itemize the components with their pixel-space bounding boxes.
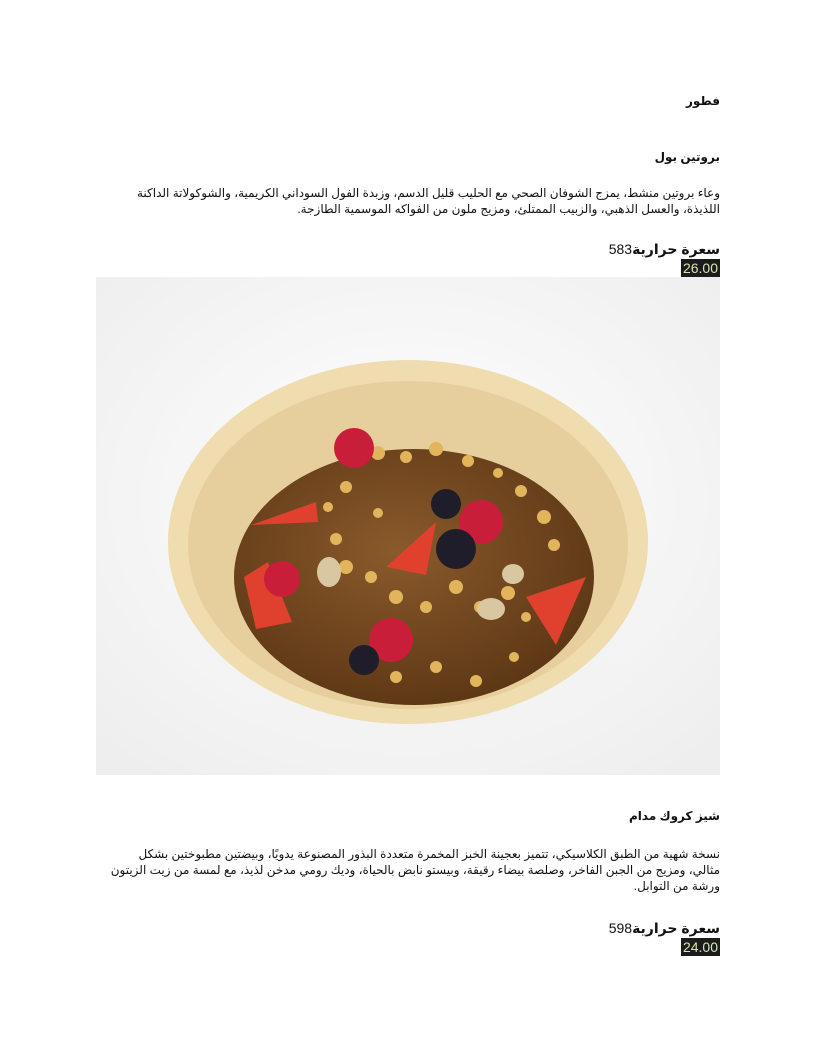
section-title: فطور: [686, 94, 720, 108]
calories-croque-madame: [609, 920, 720, 937]
calories-label: سعرة حرارية: [632, 241, 720, 257]
calories-value: 583: [608, 241, 633, 257]
item-title-croque-madame: شيز كروك مدام: [628, 809, 720, 823]
calories-value: 598: [608, 920, 633, 936]
item-description-protein-bowl: وعاء بروتين منشط، يمزج الشوفان الصحي مع الحليب قليل الدسم، وزبدة الفول السوداني الكريمية، والشوكولاتة الداكنة اللذيذة، والعسل الذهبي، والزبيب الممتلئ، ومزيج ملون من الفواكه الموسمية الطازجة.: [136, 186, 720, 216]
protein-bowl-photo: [96, 277, 720, 775]
calories-protein-bowl: [609, 241, 720, 258]
price-croque-madame: 24.00: [682, 939, 718, 955]
item-title-protein-bowl: بروتين بول: [654, 150, 720, 164]
calories-label: سعرة حرارية: [632, 920, 720, 936]
item-description-croque-madame: نسخة شهية من الطبق الكلاسيكي، تتميز بعجينة الخبز المخمرة متعددة البذور المصنوعة يدويًا، وبيضتين مطبوختين بشكل مثالي، ومزيج من الجبن الفاخر، وصلصة بيضاء رقيقة، وبيستو نابض بالحياة، وديك رومي مدخن لذيذ، مع لمسة من زيت الزيتون ورشة من التوابل.: [110, 847, 720, 893]
price-protein-bowl: 26.00: [682, 260, 718, 276]
